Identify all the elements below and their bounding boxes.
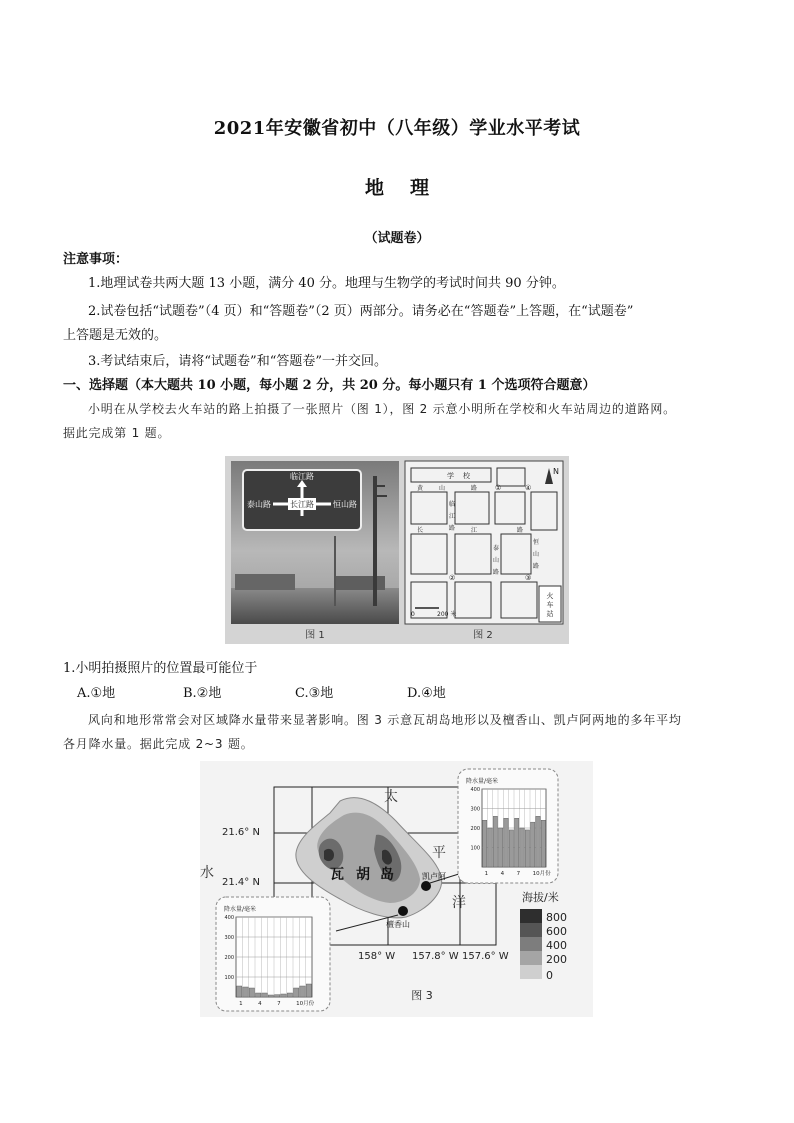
question-1-stem: 1.小明拍摄照片的位置最可能位于 xyxy=(63,661,258,676)
kailua-xtick-label: 4 xyxy=(500,871,505,877)
road-lu-3: 路 xyxy=(517,527,524,534)
island-char-dao: 岛 xyxy=(380,867,394,883)
island-char-hu: 胡 xyxy=(356,867,370,883)
section-1-heading: 一、选择题（本大题共 10 小题，每小题 2 分，共 20 分。每小题只有 1 个选项符合题意） xyxy=(63,378,596,393)
honolulu-xtick-label: 10月份 xyxy=(296,1001,315,1007)
honolulu-ytick-label: 300 xyxy=(224,935,234,941)
figure-2-caption: 图 2 xyxy=(473,630,493,641)
road-heng-shan: 山 xyxy=(533,551,540,558)
road-lu-2: 路 xyxy=(449,525,456,532)
figure-1-2-svg xyxy=(225,456,569,644)
road-lin: 临 xyxy=(449,501,456,508)
honolulu-bar xyxy=(243,987,248,997)
kailua-ytick-label: 300 xyxy=(470,806,480,813)
station-char-2: 车 xyxy=(546,601,554,609)
question-1-option-c: C.③地 xyxy=(295,686,334,701)
scale-label: 200 米 xyxy=(437,611,457,618)
intro-2-3-line-1: 风向和地形常常会对区域降水量带来显著影响。图 3 示意瓦胡岛地形以及檀香山、凯卢阿两地的多年平均 xyxy=(88,713,682,727)
lon-label-3: 157.6° W xyxy=(462,951,509,962)
kailua-bar xyxy=(493,816,497,867)
honolulu-label: 檀香山 xyxy=(386,920,410,929)
kailua-bar xyxy=(483,820,487,867)
sign-center-text: 长江路 xyxy=(290,500,314,509)
marker-3: ③ xyxy=(525,574,532,582)
kailua-bar xyxy=(504,818,508,867)
question-1-option-a: A.①地 xyxy=(77,686,116,701)
notice-item-2-line-2: 上答题是无效的。 xyxy=(63,328,168,343)
road-tai-lu: 路 xyxy=(493,569,500,576)
kailua-bar xyxy=(488,828,492,867)
legend-value-200: 200 xyxy=(546,953,567,966)
honolulu-ytick-label: 100 xyxy=(224,975,234,981)
legend-swatch-400 xyxy=(520,937,542,951)
road-jiang: 江 xyxy=(449,513,456,520)
road-tai: 泰 xyxy=(493,545,500,552)
kailua-xtick-label: 10月份 xyxy=(532,871,551,877)
honolulu-bar xyxy=(249,988,254,997)
north-label: N xyxy=(553,467,559,476)
figure-1-caption: 图 1 xyxy=(305,630,325,641)
road-jiang-2: 江 xyxy=(471,527,478,534)
legend-value-0: 0 xyxy=(546,969,553,982)
lat-label-1: 21.6° N xyxy=(222,827,260,838)
station-char-1: 火 xyxy=(546,592,554,600)
photo-buildings-right xyxy=(335,576,385,590)
notice-item-3: 3.考试结束后，请将“试题卷”和“答题卷”一并交回。 xyxy=(88,354,387,369)
legend-value-800: 800 xyxy=(546,911,567,924)
road-chang: 长 xyxy=(417,527,424,534)
legend-title: 海拔/米 xyxy=(522,891,559,904)
kailua-bar xyxy=(509,830,513,867)
notice-heading: 注意事项： xyxy=(63,252,129,267)
road-heng: 恒 xyxy=(533,539,540,546)
ocean-char-ping: 平 xyxy=(432,845,446,861)
school-label-1: 学 xyxy=(447,472,454,480)
honolulu-bar xyxy=(287,993,292,997)
honolulu-bar xyxy=(268,995,273,997)
figure-3-caption: 图 3 xyxy=(411,989,433,1002)
scale-zero: 0 xyxy=(411,611,415,618)
ocean-char-yang: 洋 xyxy=(452,895,466,911)
road-heng-lu: 路 xyxy=(533,563,540,570)
kailua-ytick-label: 200 xyxy=(470,826,480,832)
subject-char-1: 地 xyxy=(364,177,384,199)
paper-type-label: （试题卷） xyxy=(364,231,430,246)
honolulu-bar xyxy=(237,986,242,997)
marker-1: ① xyxy=(495,484,502,492)
sign-right-text: 恒山路 xyxy=(333,500,357,509)
legend-swatch-800 xyxy=(520,909,542,923)
honolulu-bar xyxy=(306,984,311,997)
kailua-ytick-label: 100 xyxy=(470,845,480,852)
legend-swatch-600 xyxy=(520,923,542,937)
station-char-3: 站 xyxy=(546,610,554,618)
photo-buildings xyxy=(235,574,295,590)
question-1-option-b: B.②地 xyxy=(183,686,222,701)
kailua-bar xyxy=(536,816,540,867)
honolulu-xtick-label: 4 xyxy=(258,1001,262,1007)
lat-label-2: 21.4° N xyxy=(222,877,260,888)
kailua-bar xyxy=(515,818,519,867)
marker-4: ④ xyxy=(525,484,532,492)
figure-1-2-panel xyxy=(225,456,569,644)
lon-label-2: 157.8° W xyxy=(412,951,459,962)
kailua-bar xyxy=(541,820,545,867)
legend-swatch-200 xyxy=(520,951,542,965)
school-label-2: 校 xyxy=(463,472,470,480)
honolulu-chart-unit: 降水量/毫米 xyxy=(224,906,257,913)
figure-3-panel xyxy=(200,761,593,1017)
honolulu-xtick-label: 7 xyxy=(277,1001,281,1007)
honolulu-bar xyxy=(300,986,305,997)
section-1-intro-line-1: 小明在从学校去火车站的路上拍摄了一张照片（图 1），图 2 示意小明所在学校和火车站周边的道路网。 xyxy=(88,402,676,416)
question-1-option-d: D.④地 xyxy=(407,686,446,701)
kailua-label: 凯卢阿 xyxy=(422,872,446,881)
subject-title xyxy=(0,173,794,200)
kailua-ytick-label: 400 xyxy=(470,787,480,793)
section-1-intro-line-2: 据此完成第 1 题。 xyxy=(63,426,171,440)
kailua-xtick-label: 1 xyxy=(484,871,489,877)
island-peak-west xyxy=(324,849,334,861)
kailua-bar xyxy=(499,828,503,867)
road-lu: 路 xyxy=(471,485,478,492)
honolulu-bar xyxy=(275,995,280,997)
lon-label-1: 158° W xyxy=(358,951,396,962)
exam-title: 2021年安徽省初中（八年级）学业水平考试 xyxy=(213,118,581,139)
intro-2-3-line-2: 各月降水量。据此完成 2~3 题。 xyxy=(63,737,254,751)
kailua-bar xyxy=(520,828,524,867)
kailua-bar xyxy=(531,822,535,867)
island-char-wa: 瓦 xyxy=(330,867,344,883)
kailua-bar xyxy=(525,830,529,867)
road-tai-shan: 山 xyxy=(493,557,500,564)
left-water-char: 水 xyxy=(200,865,214,881)
honolulu-marker-icon xyxy=(398,906,408,916)
road-huang: 黄 xyxy=(417,485,424,492)
figure-3-svg xyxy=(200,761,593,1017)
kailua-chart-unit: 降水量/毫米 xyxy=(466,778,499,785)
legend-value-600: 600 xyxy=(546,925,567,938)
subject-char-2: 理 xyxy=(410,177,430,199)
honolulu-xtick-label: 1 xyxy=(239,1001,243,1007)
sign-left-text: 泰山路 xyxy=(247,500,271,509)
sign-top-text: 临江路 xyxy=(290,472,314,481)
ocean-char-tai: 太 xyxy=(384,789,398,805)
legend-value-400: 400 xyxy=(546,939,567,952)
honolulu-ytick-label: 400 xyxy=(224,915,234,921)
legend-swatch-0 xyxy=(520,965,542,979)
honolulu-ytick-label: 200 xyxy=(224,955,234,961)
marker-2: ② xyxy=(449,574,456,582)
honolulu-bar xyxy=(262,993,267,997)
honolulu-chart-grid xyxy=(236,917,312,997)
notice-item-1: 1.地理试卷共两大题 13 小题，满分 40 分。地理与生物学的考试时间共 90 分钟。 xyxy=(88,276,565,291)
notice-item-2-line-1: 2.试卷包括“试题卷”（4 页）和“答题卷”（2 页）两部分。请务必在“答题卷”上答题，在“试题卷” xyxy=(88,304,634,319)
road-shan: 山 xyxy=(439,485,446,492)
honolulu-bar xyxy=(281,994,286,997)
honolulu-bar xyxy=(294,988,299,997)
kailua-xtick-label: 7 xyxy=(516,871,521,877)
honolulu-bar xyxy=(256,993,261,997)
kailua-marker-icon xyxy=(421,881,431,891)
